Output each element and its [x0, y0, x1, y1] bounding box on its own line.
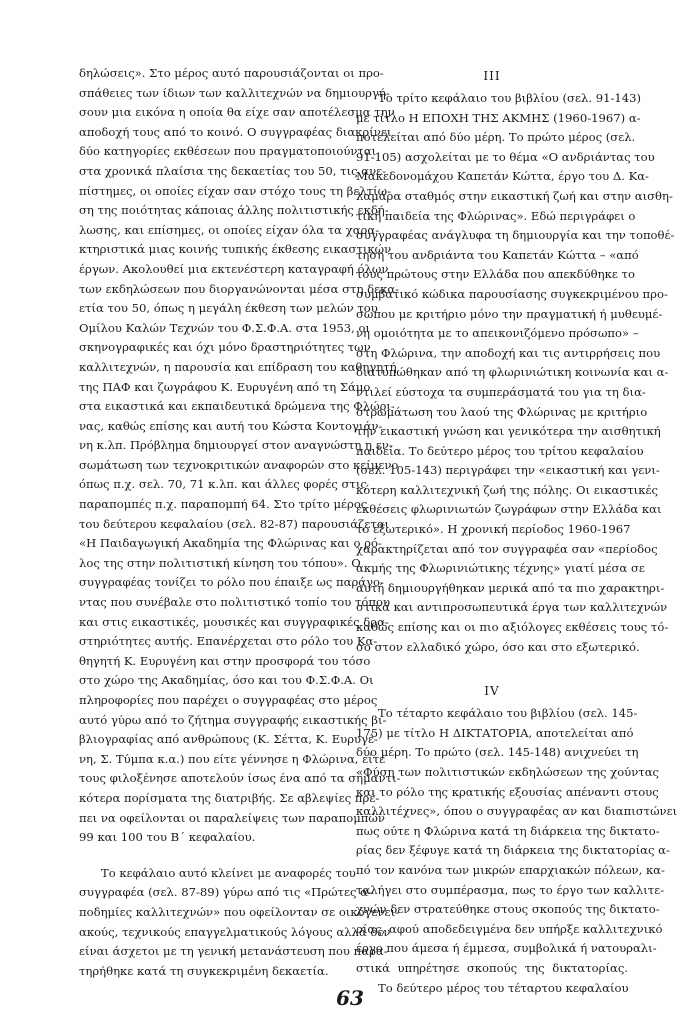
text-line: ακούς, τεχνικούς επαγγελματικούς λόγους αλλά δεν [79, 924, 391, 939]
paragraph-chapter-three [356, 89, 675, 657]
text-line: έργο που άμεσα ή έμμεσα, συμβολικά ή νατουραλι- [356, 941, 657, 956]
text-line: ετία του 50, όπως η μεγάλη έκθεση των μελών του [79, 301, 378, 316]
text-line: ποδημίες καλλιτεχνών» που οφείλονταν σε οικογενει- [79, 904, 400, 919]
text-line: ποτελείται από δύο μέρη. Το πρώτο μέρος (σελ. [356, 130, 636, 145]
text-line: των εκδηλώσεων που διοργανώνονται μέσα στη δεκα- [79, 281, 400, 296]
text-line: δύο μέρη. Το πρώτο (σελ. 145-148) ανιχνεύει τη [356, 745, 639, 760]
text-line: τηση του ανδριάντα του Καπετάν Κώττα – «από [356, 247, 639, 262]
text-line: αυτό γύρω από το ζήτημα συγγραφής εικαστικής βι- [79, 712, 387, 727]
text-line: καλλιτέχνες», όπου ο συγγραφέας αν και διαπιστώνει [356, 804, 678, 819]
text-line: Το κεφάλαιο αυτό κλείνει με αναφορές του [101, 865, 356, 880]
section-heading-iv: IV [484, 684, 500, 699]
text-line: «Φύση των πολιτιστικών εκδηλώσεων της χούντας [356, 765, 660, 779]
text-line: κότερη καλλιτεχνική ζωή της πόλης. Οι εικαστικές [356, 482, 658, 497]
text-line: σουν μια εικόνα η οποία θα είχε σαν αποτέλεσμα την [79, 105, 395, 120]
left-column [79, 64, 401, 981]
paragraph-chapter-two-closing [79, 864, 400, 982]
text-line: πίστημες, οι οποίες είχαν σαν στόχο τους τη βελτίω- [79, 183, 392, 198]
text-line: αυτή δημιουργήθηκαν μερικά από τα πιο χαρακτηρι- [356, 580, 665, 595]
text-line: στα χρονικά πλαίσια της δεκαετίας του 50, τις ανε- [79, 163, 387, 178]
text-line: και το ρόλο της κρατικής εξουσίας απέναντι στους [356, 784, 659, 799]
text-line: Το τέταρτο κεφάλαιο του βιβλίου (σελ. 145- [378, 706, 638, 721]
text-line: σπάθειες των ίδιων των καλλιτεχνών να δημιουργή- [79, 85, 390, 100]
text-line: πως ούτε η Φλώρινα κατά τη διάρκεια της δικτατο- [356, 823, 660, 838]
paragraph-gap [79, 848, 347, 864]
text-line: καλλιτεχνών, η παρουσία και επίδραση του καθηγητή [79, 359, 397, 374]
text-line: πληροφορίες που παρέχει ο συγγραφέας στο μέρος [79, 693, 378, 707]
text-line: συμβατικό κώδικα παρουσίασης συγκεκριμένου προ- [356, 286, 668, 301]
page-number: 63 [336, 986, 364, 1010]
text-line: θηγητή Κ. Ευρυγένη και στην προσφορά του τόσο [79, 653, 371, 668]
text-line: διατυπώθηκαν από τη φλωρινιώτικη κοινωνία και α- [356, 365, 669, 380]
text-line: στη Φλώρινα, την αποδοχή και τις αντιρρήσεις που [356, 345, 661, 360]
section-heading-iii: III [483, 69, 501, 83]
text-line: στικά και αντιπροσωπευτικά έργα των καλλιτεχνών [356, 600, 668, 615]
text-line: «Η Παιδαγωγική Ακαδημία της Φλώρινας και ο ρό- [79, 536, 382, 551]
text-line: της ΠΑΦ και ζωγράφου Κ. Ευρυγένη από τη Σάμο [79, 379, 371, 394]
text-line: τους φιλοξένησε αποτελούν ίσως ένα από τα σημαντι- [79, 771, 401, 786]
text-line: ντιλεί εύστοχα τα συμπεράσματά του για τη δια- [356, 384, 646, 399]
text-line: το εξωτερικό». Η χρονική περίοδος 1960-1967 [356, 522, 631, 537]
text-line: Ομίλου Καλών Τεχνών του Φ.Σ.Φ.Α. στα 1953, οι [79, 320, 371, 335]
paragraph-chapter-two-events [79, 64, 401, 848]
text-line: χαρακτηρίζεται από τον συγγραφέα σαν «περίοδος [356, 541, 658, 556]
text-line: συγγραφέας ανάγλυφα τη δημιουργία και την τοποθέ- [356, 228, 675, 243]
text-line: λαμάρα σταθμός στην εικαστική ζωή και στην αισθη- [356, 188, 673, 203]
text-line: λος της στην πολιτιστική κίνηση του τόπου». Ο [79, 555, 361, 570]
text-line: δύο κατηγορίες εκθέσεων που πραγματοποιούνται [79, 144, 377, 159]
text-line: Το δεύτερο μέρος του τέταρτου κεφαλαίου [378, 980, 629, 995]
text-line: αποδοχή τους από το κοινό. Ο συγγραφέας διακρίνει [79, 124, 392, 139]
text-line: ση της ποιότητας κάποιας άλλης πολιτιστικής εκδή- [79, 203, 389, 218]
text-line: νη ομοιότητα με το απεικονιζόμενο πρόσωπο» – [356, 326, 639, 341]
right-column [356, 64, 678, 998]
text-line: στρωμάτωση του λαού της Φλώρινας με κριτήριο [356, 404, 648, 419]
text-line: λωσης, και επίσημες, οι οποίες είχαν όλα τα χαρα- [79, 222, 380, 237]
text-line: (σελ. 105-143) περιγράφει την «εικαστική και γενι- [356, 463, 660, 478]
text-line: του δεύτερου κεφαλαίου (σελ. 82-87) παρουσιάζεται [79, 516, 390, 531]
text-line: πει να οφείλονται οι παραλείψεις των παραπομπών [79, 810, 385, 825]
text-line: ρίας, αφού αποδεδειγμένα δεν υπήρξε καλλιτεχνικό [356, 921, 663, 936]
text-line: όπως π.χ. σελ. 70, 71 κ.λπ. και άλλες φορές στις [79, 477, 367, 492]
text-line: ακμής της Φλωρινιώτικης τέχνης» γιατί μέσα σε [356, 561, 645, 576]
text-line: βλιογραφίας από ανθρώπους (Κ. Σέττα, Κ. Ευρυγέ- [79, 732, 378, 747]
text-line: σωμάτωση των τεχνοκριτικών αναφορών στο κείμενο [79, 457, 399, 472]
text-line: τηρήθηκε κατά τη συγκεκριμένη δεκαετία. [79, 963, 329, 978]
text-line: Το τρίτο κεφάλαιο του βιβλίου (σελ. 91-143) [378, 91, 642, 105]
text-line: έργων. Ακολουθεί μια εκτενέστερη καταγραφή όλων [79, 261, 389, 276]
text-line: πό τον κανόνα των μικρών επαρχιακών πόλεων, κα- [356, 862, 665, 877]
text-line: εκθέσεις φλωρινιωτών ζωγράφων στην Ελλάδα και [356, 502, 662, 517]
text-line: στηριότητες αυτής. Επανέρχεται στο ρόλο του Κα- [79, 634, 378, 649]
text-line: στα εικαστικά και εκπαιδευτικά δρώμενα της Φλώρι- [79, 399, 395, 414]
text-line: την εικαστική γνώση και γενικότερα την αισθητική [356, 424, 661, 439]
text-line: δηλώσεις». Στο μέρος αυτό παρουσιάζονται οι προ- [79, 66, 384, 80]
text-line: συγγραφέα (σελ. 87-89) γύρω από τις «Πρώτες α- [79, 885, 372, 900]
text-line: κότερα πορίσματα της διατριβής. Σε αβλεψίες πρέ- [79, 790, 380, 805]
text-line: Μακεδονομάχου Καπετάν Κώττα, έργο του Δ. Κα- [356, 169, 649, 184]
text-line: είναι άσχετοι με τη γενική μετανάστευση που παρα- [79, 944, 388, 959]
text-line: συγγραφέας τονίζει το ρόλο που έπαιξε ως παράγο- [79, 575, 384, 590]
text-line: ντας που συνέβαλε στο πολιτιστικό τοπίο του τόπου [79, 595, 391, 610]
text-line: στο χώρο της Ακαδημίας, όσο και του Φ.Σ.Φ.Α. Οι [79, 673, 374, 688]
text-line: καθώς επίσης και οι πιο αξιόλογες εκθέσεις τους τό- [356, 620, 669, 635]
text-line: κτηριστικά μιας κοινής τυπικής έκθεσης εικαστικών [79, 242, 392, 257]
text-line: νας, καθώς επίσης και αυτή του Κώστα Κοντογιάν- [79, 418, 383, 433]
text-line: με τίτλο Η ΕΠΟΧΗ ΤΗΣ ΑΚΜΗΣ (1960-1967) α- [356, 110, 641, 125]
text-line: στικά υπηρέτησε σκοπούς της δικτατορίας. [356, 960, 628, 975]
text-line: παιδεία. Το δεύτερο μέρος του τρίτου κεφαλαίου [356, 443, 644, 458]
text-line: 99 και 100 του Β΄ κεφαλαίου. [79, 830, 256, 845]
text-line: νη κ.λπ. Πρόβλημα δημιουργεί στον αναγνώστη η εν- [79, 438, 393, 453]
text-line: ρίας δεν ξέφυγε κατά τη διάρκεια της δικτατορίας α- [356, 843, 670, 858]
text-line: τους πρώτους στην Ελλάδα που απεκδύθηκε το [356, 267, 635, 282]
section-gap [356, 657, 628, 679]
text-line: και στις εικαστικές, μουσικές και συγγραφικές δρα- [79, 614, 389, 629]
paragraph-chapter-four [356, 704, 678, 998]
text-line: 175) με τίτλο Η ΔΙΚΤΑΤΟΡΙΑ, αποτελείται από [356, 725, 634, 740]
text-line: σώπου με κριτήριο μόνο την πραγματική ή μυθευμέ- [356, 306, 663, 321]
text-line: σκηνογραφικές και όχι μόνο δραστηριότητες των [79, 340, 371, 355]
text-line: παραπομπές π.χ. παραπομπή 64. Στο τρίτο μέρος [79, 497, 368, 512]
text-line: ταλήγει στο συμπέρασμα, πως το έργο των καλλιτε- [356, 882, 665, 897]
text-line: 91-105) ασχολείται με το θέμα «Ο ανδριάντας του [356, 149, 655, 164]
text-line: σο στον ελλαδικό χώρο, όσο και στο εξωτερικό. [356, 639, 640, 654]
text-line: τική παιδεία της Φλώρινας». Εδώ περιγράφει ο [356, 208, 636, 223]
text-line: νη, Σ. Τύμπα κ.α.) που είτε γέννησε η Φλώρινα, είτε [79, 751, 386, 766]
text-line: χνών δεν στρατεύθηκε στους σκοπούς της δικτατο- [356, 902, 660, 917]
